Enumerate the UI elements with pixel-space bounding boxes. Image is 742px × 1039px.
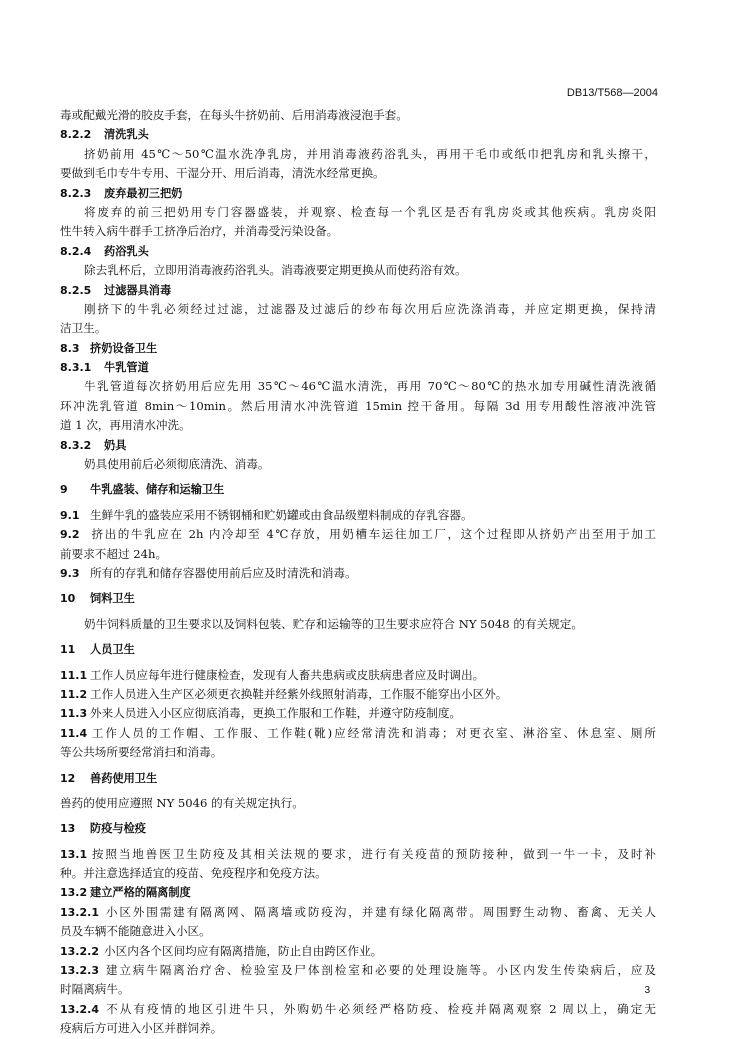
text-line: 疫病后方可进入小区并群饲养。 — [60, 1021, 223, 1036]
text-line: 等公共场所要经常消扫和消毒。 — [60, 745, 223, 760]
section-heading-8-3: 8.3 挤奶设备卫生 — [60, 341, 158, 355]
section-heading-13: 13 防疫与检疫 — [60, 822, 146, 836]
text-line: 时隔离病牛。 — [60, 982, 130, 997]
text-line: 环冲洗乳管道 8min～10min。然后用清水冲洗管道 15min 控干备用。每隔 3d 用专用酸性溶液冲洗管 — [60, 398, 656, 413]
text-line: 前要求不超过 24h。 — [60, 546, 168, 561]
clause-11-2: 11.2 工作人员进入生产区必须更衣换鞋并经紫外线照射消毒，工作服不能穿出小区外。 — [60, 686, 508, 701]
clause-11-1: 11.1 工作人员应每年进行健康检查，发现有人畜共患病或皮肤病患者应及时调出。 — [60, 667, 485, 682]
text-line: 要做到毛巾专牛专用、干湿分开、用后消毒，清洗水经常更换。 — [60, 166, 385, 181]
clause-9-1: 9.1 生鲜牛乳的盛装应采用不锈钢桶和贮奶罐或由食品级塑料制成的存乳容器。 — [60, 507, 473, 522]
text-line: 除去乳杯后，立即用消毒液药浴乳头。消毒液要定期更换从而使药浴有效。 — [84, 263, 467, 278]
text-line: 奶具使用前后必须彻底清洗、消毒。 — [84, 457, 270, 472]
text-line: 种。并注意选择适宜的疫苗、免疫程序和免疫方法。 — [60, 866, 327, 881]
section-heading-8-2-5: 8.2.5 过滤器具消毒 — [60, 283, 172, 297]
clause-9-2: 9.2 挤出的牛乳应在 2h 内冷却至 4℃存放，用奶槽车运往加工厂，这个过程即从挤奶产出至用于加工 — [60, 527, 656, 542]
clause-13-2-4: 13.2.4 不从有疫情的地区引进牛只，外购奶牛必须经严格防疫、检疫并隔离观察 2 周以上，确定无 — [60, 1001, 656, 1016]
section-heading-9: 9 牛乳盛装、储存和运输卫生 — [60, 483, 225, 497]
text-line: 挤奶前用 45℃～50℃温水洗净乳房，并用消毒液药浴乳头，再用干毛巾或纸巾把乳房和乳头擦干， — [84, 146, 656, 161]
section-heading-11: 11 人员卫生 — [60, 643, 135, 657]
clause-13-2-2: 13.2.2 小区内各个区间均应有隔离措施，防止自由跨区作业。 — [60, 943, 383, 958]
section-heading-8-3-1: 8.3.1 牛乳管道 — [60, 361, 149, 375]
text-line: 牛乳管道每次挤奶用后应先用 35℃～46℃温水清洗，再用 70℃～80℃的热水加专用碱性清洗液循 — [84, 379, 656, 394]
section-heading-13-2: 13.2 建立严格的隔离制度 — [60, 886, 191, 900]
section-heading-8-2-4: 8.2.4 药浴乳头 — [60, 244, 149, 258]
text-line: 洁卫生。 — [60, 321, 107, 336]
clause-11-4: 11.4 工作人员的工作帽、工作服、工作鞋(靴)应经常清洗和消毒；对更衣室、淋浴室、休息室、厕所 — [60, 725, 656, 740]
document-body — [60, 106, 656, 1039]
clause-13-2-3: 13.2.3 建立病牛隔离治疗舍、检验室及尸体剖检室和必要的处理设施等。小区内发生传染病后，应及 — [60, 963, 656, 978]
text-line: 奶牛饲料质量的卫生要求以及饲料包装、贮存和运输等的卫生要求应符合 NY 5048 的有关规定。 — [84, 616, 583, 631]
text-line: 员及车辆不能随意进入小区。 — [60, 924, 211, 939]
clause-9-3: 9.3 所有的存乳和储存容器使用前后应及时清洗和消毒。 — [60, 565, 357, 580]
section-heading-8-2-2: 8.2.2 清洗乳头 — [60, 128, 149, 142]
clause-13-2-1: 13.2.1 小区外围需建有隔离网、隔离墙或防疫沟，并建有绿化隔离带。周围野生动物、畜禽、无关人 — [60, 904, 656, 919]
page-number: 3 — [644, 985, 650, 996]
text-line: 兽药的使用应遵照 NY 5046 的有关规定执行。 — [60, 795, 304, 810]
section-heading-8-2-3: 8.2.3 废弃最初三把奶 — [60, 186, 183, 200]
clause-11-3: 11.3 外来人员进入小区应彻底消毒，更换工作服和工作鞋，并遵守防疫制度。 — [60, 706, 462, 721]
clause-13-1: 13.1 按照当地兽医卫生防疫及其相关法规的要求，进行有关疫苗的预防接种，做到一牛一卡，及时补 — [60, 846, 656, 861]
document-code: DB13/T568—2004 — [566, 87, 658, 99]
text-line: 道 1 次，再用清水冲洗。 — [60, 418, 191, 433]
section-heading-12: 12 兽药使用卫生 — [60, 771, 158, 785]
text-line: 毒或配戴光滑的胶皮手套，在每头牛挤奶前、后用消毒液浸泡手套。 — [60, 108, 408, 122]
text-line: 刚挤下的牛乳必须经过过滤，过滤器及过滤后的纱布每次用后应洗涤消毒，并应定期更换，保持清 — [84, 301, 656, 316]
section-heading-8-3-2: 8.3.2 奶具 — [60, 438, 127, 452]
section-heading-10: 10 饲料卫生 — [60, 592, 135, 606]
text-line: 性牛转入病牛群手工挤净后治疗，并消毒受污染设备。 — [60, 224, 339, 239]
text-line: 将废弃的前三把奶用专门容器盛装，并观察、检查每一个乳区是否有乳房炎或其他疾病。乳房炎阳 — [84, 204, 656, 219]
